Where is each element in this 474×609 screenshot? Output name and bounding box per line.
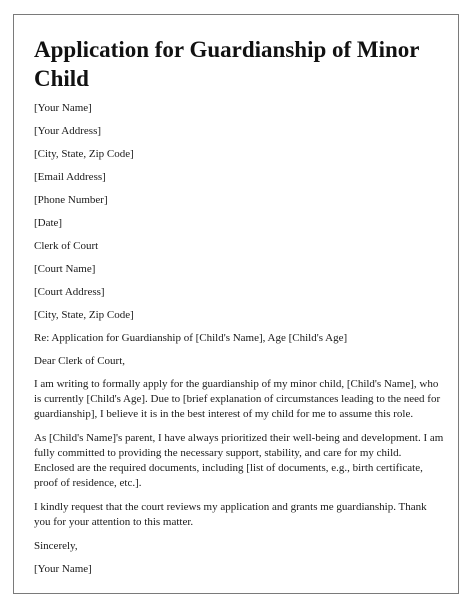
document-title: Application for Guardianship of Minor Child	[34, 37, 420, 91]
signature-name: [Your Name]	[34, 563, 92, 575]
recipient-court-name: [Court Name]	[34, 263, 96, 275]
sender-city-state-zip: [City, State, Zip Code]	[34, 148, 134, 160]
subject-line: Re: Application for Guardianship of [Child's Name], Age [Child's Age]	[34, 332, 348, 344]
salutation: Dear Clerk of Court,	[34, 355, 126, 367]
recipient-title: Clerk of Court	[34, 240, 99, 252]
closing: Sincerely,	[34, 540, 78, 552]
body-paragraph: I am writing to formally apply for the guardianship of my minor child, [Child's Name], who is currently [Child's Age]. Due to [brief explanation of circumstances leading to the need for guardianship], I believe it is in the best interest of my child for me to assume this role.	[34, 378, 441, 420]
body-paragraph: As [Child's Name]'s parent, I have always prioritized their well-being and development. I am fully committed to providing the necessary support, stability, and care for my child. Enclosed are the required documents, including [list of documents, e.g., birth certificate, proof of residence, etc.].	[34, 432, 444, 489]
recipient-court-address: [Court Address]	[34, 286, 105, 298]
sender-email: [Email Address]	[34, 171, 106, 183]
letter-page	[13, 14, 459, 594]
body-paragraph: I kindly request that the court reviews my application and grants me guardianship. Thank you for your attention to this matter.	[34, 501, 427, 528]
letter-content	[34, 35, 444, 585]
sender-address: [Your Address]	[34, 125, 102, 137]
letter-date: [Date]	[34, 217, 63, 229]
sender-name: [Your Name]	[34, 102, 92, 114]
recipient-city-state-zip: [City, State, Zip Code]	[34, 309, 134, 321]
sender-phone: [Phone Number]	[34, 194, 108, 206]
